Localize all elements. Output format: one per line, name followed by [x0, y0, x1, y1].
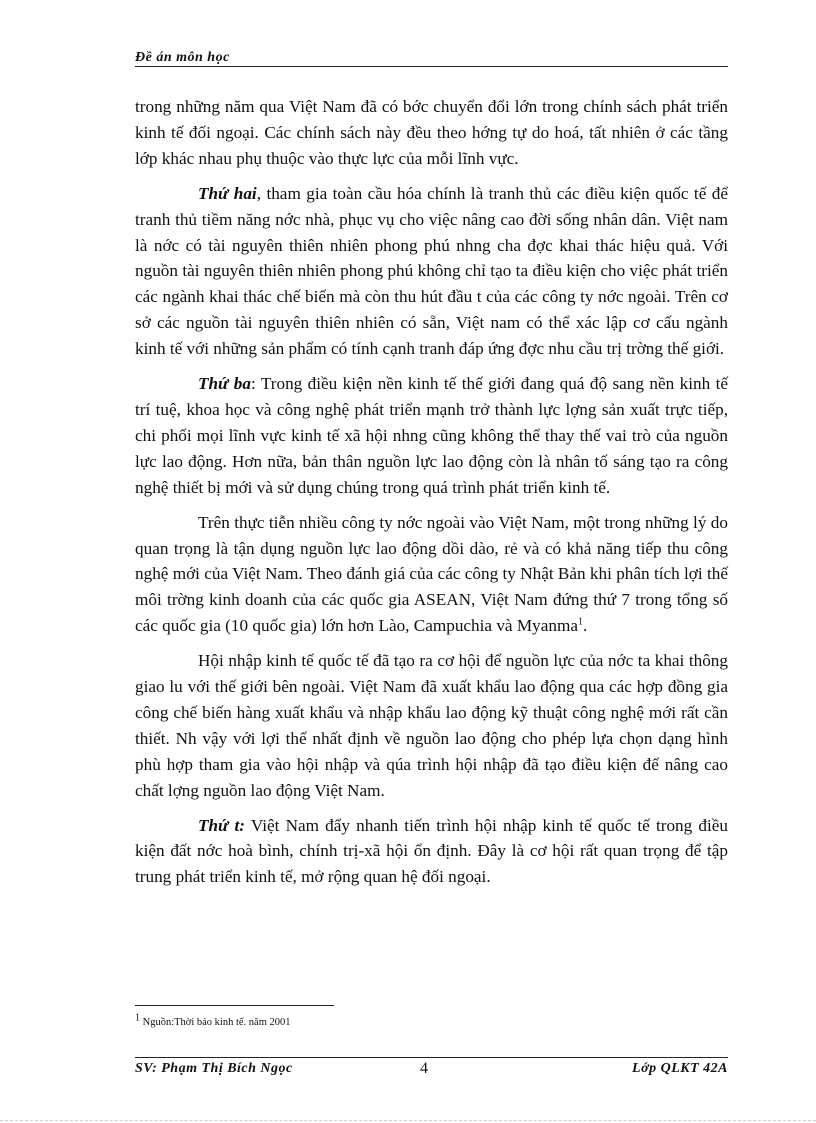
paragraph-3: [135, 371, 728, 501]
paragraph-text: , tham gia toàn cầu hóa chính là tranh thủ các điều kiện quốc tế để tranh thủ tiềm năng nớc nhà, phục vụ cho việc nâng cao đời sống nhân dân. Việt nam là nớc có tài nguyên thiên nhiên phong phú nhng cha đợc khai thác hiệu quả. Với nguồn tài nguyên thiên nhiên phong phú không chỉ tạo ta điều kiện cho việc phát triển các ngành khai thác chế biến mà còn thu hút đầu t của các công ty nớc ngoài. Trên cơ sở các nguồn tài nguyên thiên nhiên có sẵn, Việt nam có thể xác lập cơ cấu ngành kinh tế với những sản phẩm có tính cạnh tranh đáp ứng đợc nhu cầu trị trờng thế giới.: [135, 183, 728, 359]
paragraph-text: Hội nhập kinh tế quốc tế đã tạo ra cơ hội để nguồn lực của nớc ta khai thông giao lu với thế giới bên ngoài. Việt Nam đã xuất khẩu lao động qua các hợp đồng gia công chế biến hàng xuất khẩu và nhập khẩu lao động kỹ thuật công nghệ mới rất cần thiết. Nh vậy với lợi thế nhất định về nguồn lao động cho phép lựa chọn dạng hình phù hợp tham gia vào hội nhập và qúa trình hội nhập đã tạo điều kiện để nâng cao chất lợng nguồn lao động Việt Nam.: [135, 651, 728, 800]
paragraph-lead: Thứ hai: [198, 183, 257, 203]
footer-class: Lớp QLKT 42A: [632, 1061, 728, 1076]
paragraph-end: .: [582, 616, 588, 636]
paragraph-2: [135, 181, 728, 362]
paragraph-4: [135, 510, 728, 640]
paragraph-text: trong những năm qua Việt Nam đã có bớc chuyển đổi lớn trong chính sách phát triển kinh tế đối ngoại. Các chính sách này đều theo hớng tự do hoá, tất nhiên ở các tầng lớp khác nhau phụ thuộc vào thực lực của mỗi lĩnh vực.: [135, 97, 728, 168]
footnote: [135, 1012, 291, 1030]
paragraph-lead: Thứ ba: [198, 374, 251, 394]
paragraph-text: : Trong điều kiện nền kinh tế thế giới đang quá độ sang nền kinh tế trí tuệ, khoa học và công nghệ phát triển mạnh trở thành lực lợng sản xuất trực tiếp, chi phối mọi lĩnh vực kinh tế xã hội nhng cũng không thể thay thế vai trò của nguồn lực lao động. Hơn nữa, bản thân nguồn lực lao động còn là nhân tố sáng tạo ra công nghệ thiết bị mới và sử dụng chúng trong quá trình phát triển kinh tế.: [135, 374, 729, 497]
paragraph-1: [135, 94, 728, 172]
page-header: [135, 48, 728, 67]
footnote-separator: [135, 1005, 334, 1006]
paragraph-text: Việt Nam đẩy nhanh tiến trình hội nhập kinh tế quốc tế trong điều kiện đất nớc hoà bình, chính trị-xã hội ổn định. Đây là cơ hội rất quan trọng để tập trung phát triển kinh tế, mở rộng quan hệ đối ngoại.: [135, 815, 728, 887]
footnote-text: Nguồn:Thời báo kinh tế. năm 2001: [140, 1017, 291, 1028]
footnote-marker: 1: [135, 1012, 140, 1024]
paragraph-6: [135, 813, 728, 891]
paragraph-text: Trên thực tiễn nhiều công ty nớc ngoài vào Việt Nam, một trong những lý do quan trọng là tận dụng nguồn lực lao động dồi dào, rẻ và có khả năng tiếp thu công nghệ mới của Việt Nam. Theo đánh giá của các công ty Nhật Bản khi phân tích lợi thế môi trờng kinh doanh của các quốc gia ASEAN, Việt Nam đứng thứ 7 trong tổng số các quốc gia (10 quốc gia) lớn hơn Lào, Campuchia và Myanma: [135, 512, 728, 636]
header-title: Đề án môn học: [135, 50, 230, 65]
page-edge-divider: [0, 1120, 816, 1121]
body-text: [135, 94, 728, 899]
footnote-reference: 1: [577, 616, 583, 628]
page-number: 4: [420, 1060, 428, 1077]
paragraph-lead: Thứ t:: [198, 815, 246, 835]
page-footer: [135, 1057, 728, 1076]
footer-author: SV: Phạm Thị Bích Ngọc: [135, 1061, 293, 1076]
paragraph-5: [135, 648, 728, 803]
